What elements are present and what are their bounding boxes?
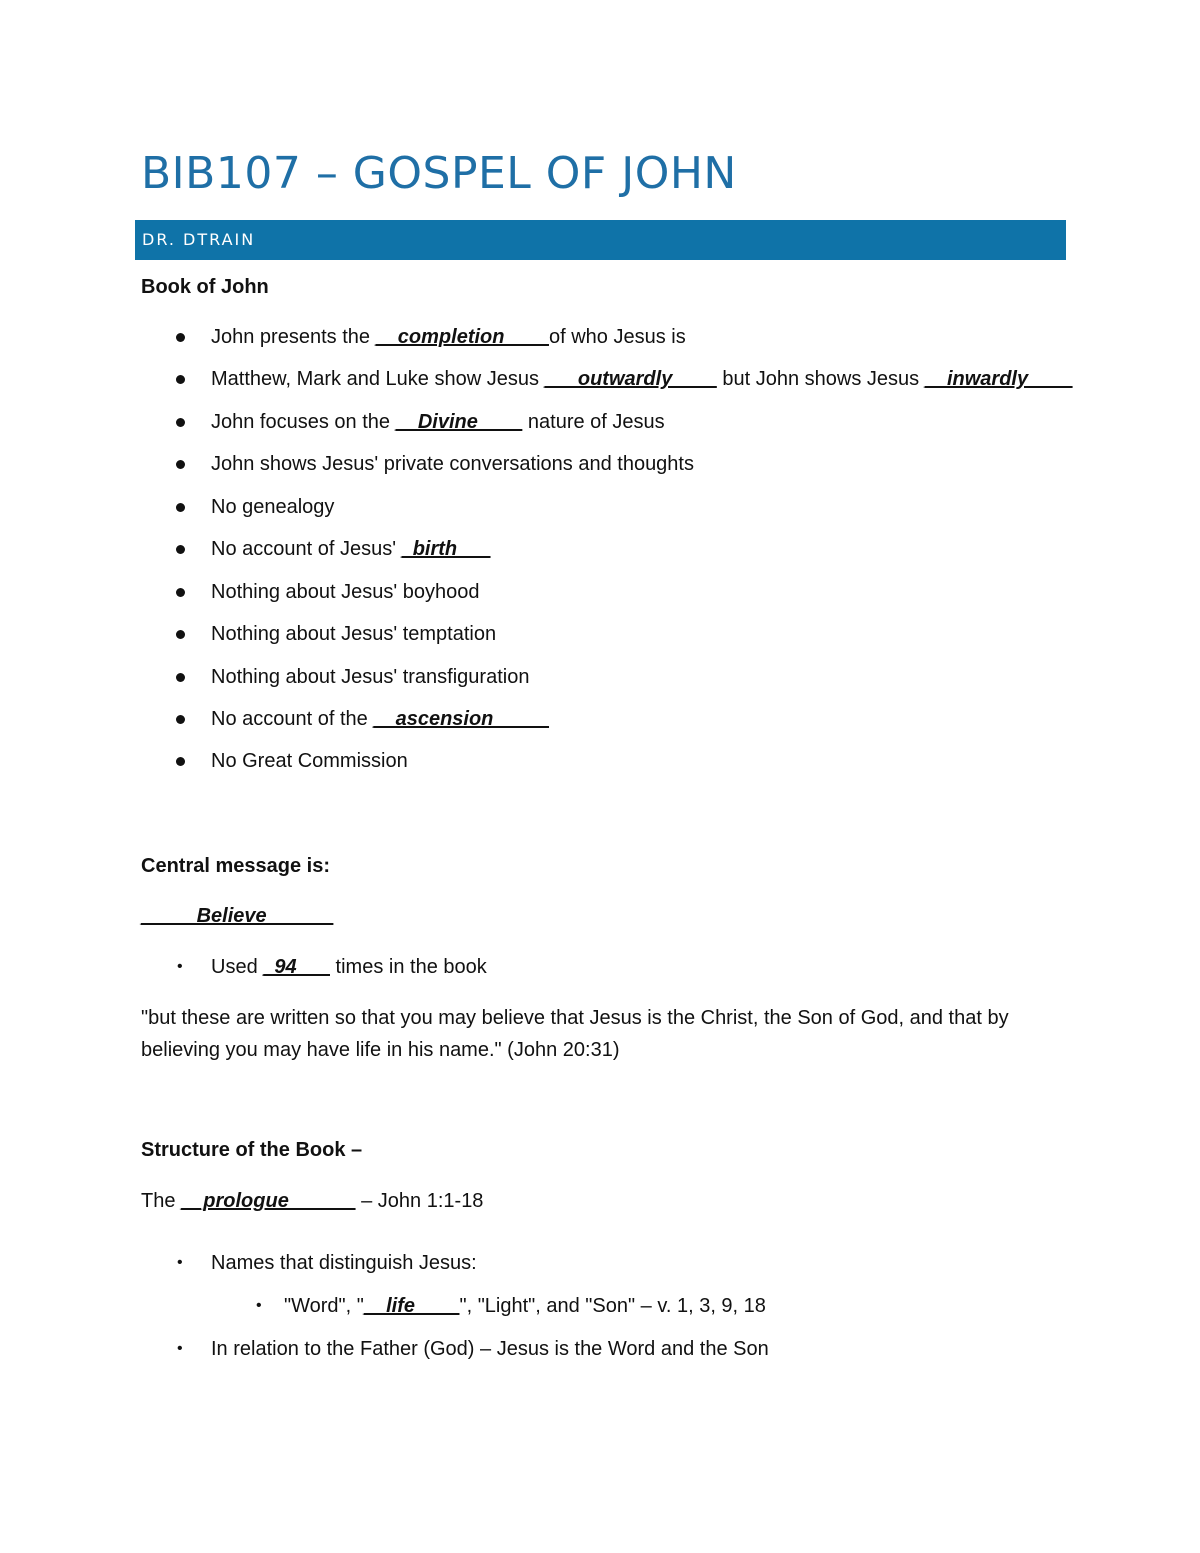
bullet-icon: • xyxy=(256,1297,262,1314)
fill-blank: __inwardly____ xyxy=(924,368,1073,390)
fill-blank: __prologue______ xyxy=(181,1190,356,1212)
list-item: No Great Commission xyxy=(211,750,408,772)
fill-blank: ___outwardly____ xyxy=(544,368,717,390)
fill-blank: __Divine____ xyxy=(395,411,523,433)
list-item: Names that distinguish Jesus: xyxy=(211,1252,477,1274)
bullet-icon: • xyxy=(177,1340,183,1357)
list-item: John presents the __completion____of who Jesus is xyxy=(211,326,686,348)
document-title: BIB107 – GOSPEL OF JOHN xyxy=(141,148,737,199)
list-item: No account of the __ascension_____ xyxy=(211,708,550,730)
quote-line: believing you may have life in his name." (John 20:31) xyxy=(141,1039,620,1061)
central-message-answer: _____Believe______ xyxy=(141,905,334,927)
prologue-line: The __prologue______ – John 1:1-18 xyxy=(141,1190,484,1212)
list-item: No genealogy xyxy=(211,496,335,518)
bullet-icon xyxy=(176,460,185,469)
fill-blank: _94___ xyxy=(263,956,330,978)
author-banner xyxy=(135,220,1066,260)
bullet-icon xyxy=(176,673,185,682)
bullet-icon xyxy=(176,630,185,639)
fill-blank: __ascension_____ xyxy=(373,708,550,730)
list-item: John shows Jesus' private conversations and thoughts xyxy=(211,453,694,475)
quote-line: "but these are written so that you may believe that Jesus is the Christ, the Son of God, and that by xyxy=(141,1007,1009,1029)
section-heading-central-message: Central message is: xyxy=(141,855,330,877)
sub-list-item: "Word", "__life____", "Light", and "Son" – v. 1, 3, 9, 18 xyxy=(284,1295,766,1317)
section-heading-structure: Structure of the Book – xyxy=(141,1139,363,1161)
list-item: Nothing about Jesus' boyhood xyxy=(211,581,480,603)
bullet-icon: • xyxy=(177,958,183,975)
fill-blank: _birth___ xyxy=(401,538,491,560)
bullet-icon xyxy=(176,545,185,554)
author-name: DR. DTRAIN xyxy=(142,230,256,249)
bullet-icon xyxy=(176,588,185,597)
section-heading-book-of-john: Book of John xyxy=(141,276,269,298)
bullet-icon xyxy=(176,375,185,384)
fill-blank: __completion____ xyxy=(375,326,549,348)
bullet-icon xyxy=(176,757,185,766)
bullet-icon xyxy=(176,418,185,427)
list-item: Matthew, Mark and Luke show Jesus ___outwardly____ but John shows Jesus __inwardly____ xyxy=(211,368,1073,390)
bullet-icon xyxy=(176,503,185,512)
bullet-icon xyxy=(176,333,185,342)
list-item: Nothing about Jesus' temptation xyxy=(211,623,497,645)
bullet-icon: • xyxy=(177,1254,183,1271)
list-item: In relation to the Father (God) – Jesus is the Word and the Son xyxy=(211,1338,769,1360)
list-item: Nothing about Jesus' transfiguration xyxy=(211,666,530,688)
fill-blank: __life____ xyxy=(363,1295,460,1317)
list-item: John focuses on the __Divine____ nature of Jesus xyxy=(211,411,665,433)
bullet-icon xyxy=(176,715,185,724)
list-item: No account of Jesus' _birth___ xyxy=(211,538,491,560)
list-item: Used _94___ times in the book xyxy=(211,956,487,978)
